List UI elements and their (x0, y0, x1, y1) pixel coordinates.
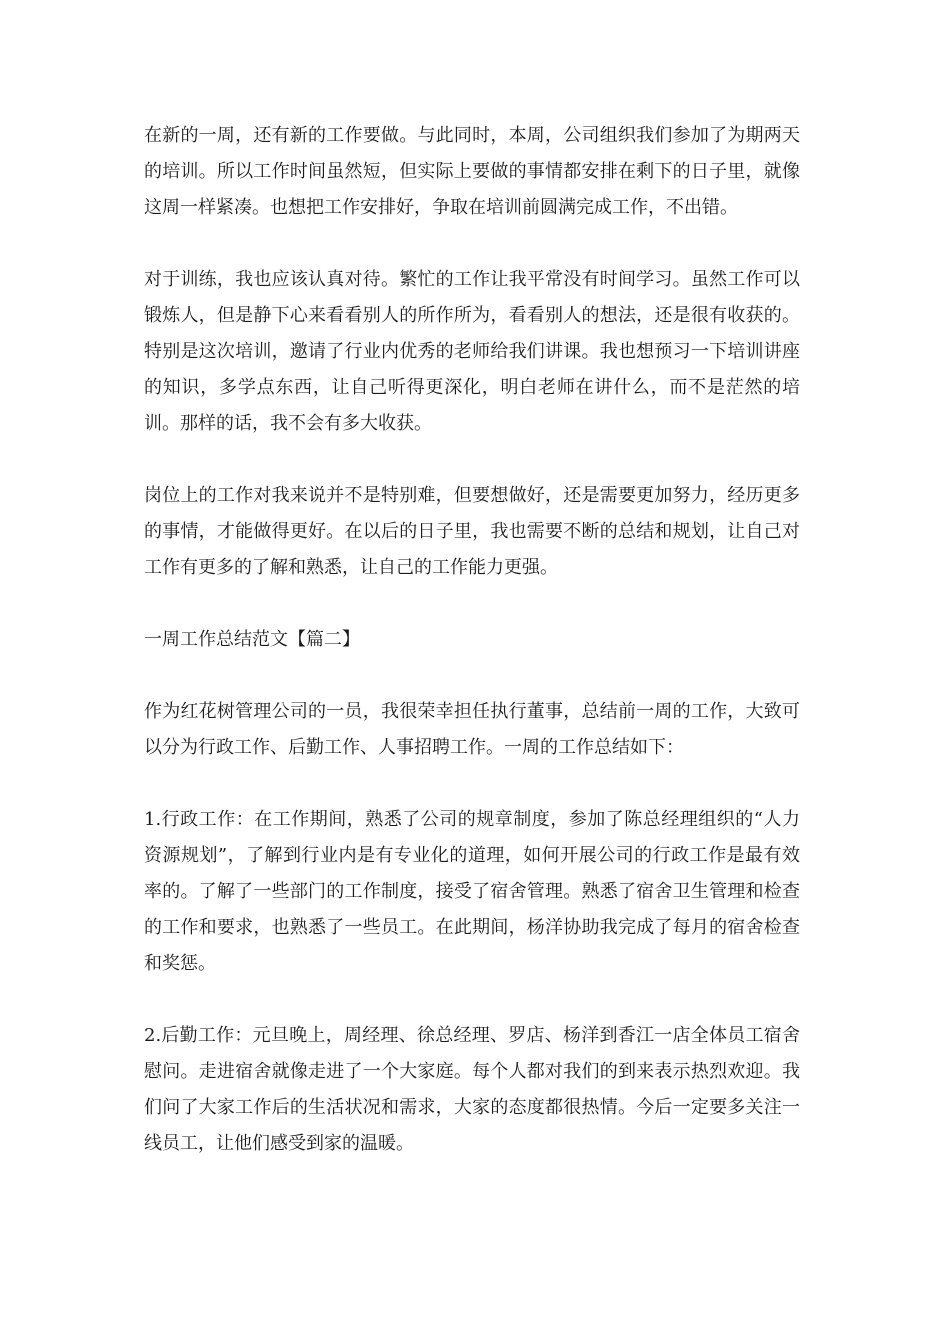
paragraph-logistics-work: 2.后勤工作：元旦晚上，周经理、徐总经理、罗店、杨洋到香江一店全体员工宿舍慰问。走进宿舍就像走进了一个大家庭。每个人都对我们的到来表示热烈欢迎。我们问了大家工作后的生活状况和需求，大家的态度都很热情。今后一定要多关注一线员工，让他们感受到家的温暖。 (144, 1025, 800, 1154)
paragraph-intro: 作为红花树管理公司的一员，我很荣幸担任执行董事，总结前一周的工作，大致可以分为行政工作、后勤工作、人事招聘工作。一周的工作总结如下： (144, 701, 800, 758)
paragraph-position-work: 岗位上的工作对我来说并不是特别难，但要想做好，还是需要更加努力，经历更多的事情，才能做得更好。在以后的日子里，我也需要不断的总结和规划，让自己对工作有更多的了解和熟悉，让自己的工作能力更强。 (144, 485, 800, 578)
section-heading: 一周工作总结范文【篇二】 (144, 629, 360, 650)
paragraph-new-week: 在新的一周，还有新的工作要做。与此同时，本周，公司组织我们参加了为期两天的培训。所以工作时间虽然短，但实际上要做的事情都安排在剩下的日子里，就像这周一样紧凑。也想把工作安排好，争取在培训前圆满完成工作，不出错。 (144, 125, 800, 218)
paragraph-training: 对于训练，我也应该认真对待。繁忙的工作让我平常没有时间学习。虽然工作可以锻炼人，但是静下心来看看别人的所作所为，看看别人的想法，还是很有收获的。特别是这次培训，邀请了行业内优秀的老师给我们讲课。我也想预习一下培训讲座的知识，多学点东西，让自己听得更深化，明白老师在讲什么，而不是茫然的培训。那样的话，我不会有多大收获。 (144, 269, 800, 434)
paragraph-administrative-work: 1.行政工作：在工作期间，熟悉了公司的规章制度，参加了陈总经理组织的“人力资源规划”，了解到行业内是有专业化的道理，如何开展公司的行政工作是最有效率的。了解了一些部门的工作制度，接受了宿舍管理。熟悉了宿舍卫生管理和检查的工作和要求，也熟悉了一些员工。在此期间，杨洋协助我完成了每月的宿舍检查和奖惩。 (144, 809, 800, 974)
document-body (144, 118, 800, 1162)
